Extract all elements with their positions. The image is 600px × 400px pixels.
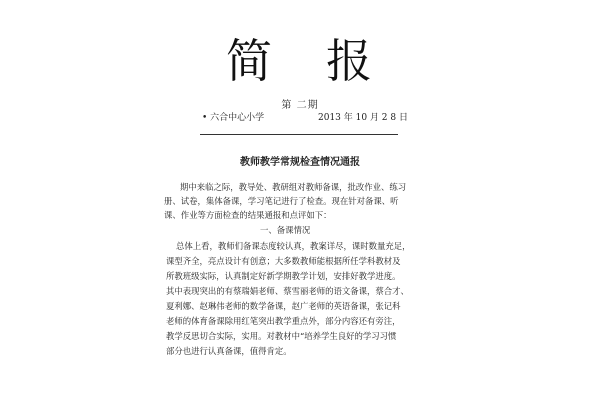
- school-name: • 六合中心小学: [202, 113, 265, 123]
- section-heading: 一、备课情况: [260, 225, 311, 235]
- body-line: 课型齐全，亮点设计有创意；大多数教师能根据所任学科教材及: [166, 256, 401, 266]
- body-line: 总体上看，教师们备课态度较认真，教案详尽，课时数量充足，: [176, 241, 411, 251]
- publish-date: 2013 年 10 月 2 8 日: [318, 113, 408, 123]
- title-char-jian: 简: [226, 34, 272, 88]
- title-char-bao: 报: [326, 34, 372, 88]
- body-line: 夏利娜、赵琳伟老师的数学备课，赵广老师的英语备课，张记科: [166, 301, 401, 311]
- issue-number: 第 二期: [281, 100, 319, 111]
- body-line: 期中来临之际，教导处、教研组对教师备课，批改作业、练习: [180, 182, 407, 192]
- article-headline: 教师教学常规检查情况通报: [240, 157, 360, 168]
- body-line: 所教班级实际，认真制定好新学期教学计划，安排好教学进度。: [166, 271, 401, 281]
- body-line: 册、试卷，集体备课，学习笔记进行了检查。现在针对备课、听: [164, 196, 399, 206]
- body-line: 其中表现突出的有蔡瑞娟老师、蔡雪丽老师的语文备课，蔡合才、: [166, 286, 409, 296]
- body-line: 课、作业等方面检查的结果通报和点评如下：: [164, 210, 332, 220]
- body-line: 老师的体育备课除用红笔突出教学重点外，部分内容还有旁注，: [166, 316, 401, 326]
- body-line: 部分也进行认真备课，值得肯定。: [166, 346, 292, 356]
- body-line: 教学反思切合实际，实用。对教材中“培养学生良好的学习习惯: [166, 331, 397, 341]
- header-divider: [200, 134, 398, 135]
